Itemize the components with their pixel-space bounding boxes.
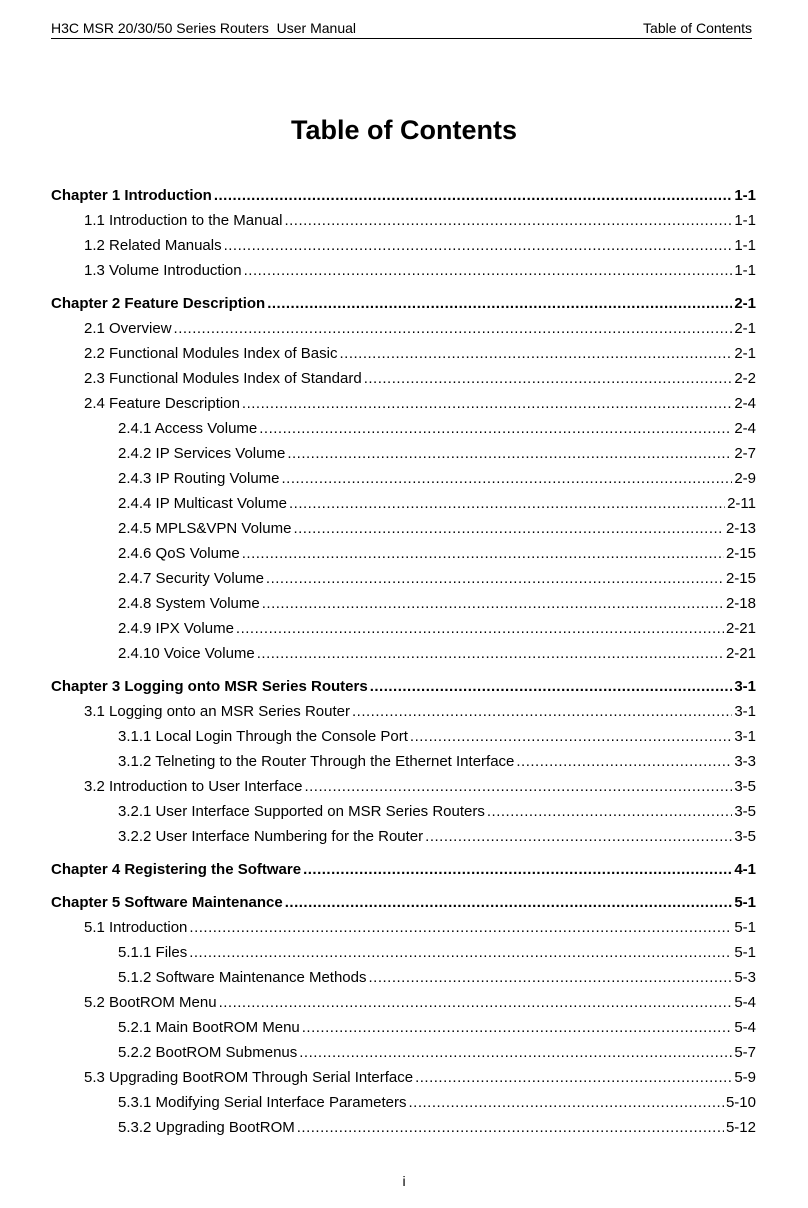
toc-subsection-entry[interactable] — [51, 940, 756, 965]
toc-dot-leader — [410, 724, 732, 749]
toc-section-entry[interactable] — [51, 915, 756, 940]
toc-section-entry[interactable] — [51, 1065, 756, 1090]
toc-dot-leader — [224, 233, 733, 258]
toc-section-entry[interactable] — [51, 208, 756, 233]
toc-page-number: 5-4 — [734, 994, 756, 1011]
toc-entry-title: 5.2.1 Main BootROM Menu — [118, 1019, 300, 1036]
toc-page-number: 3-5 — [734, 803, 756, 820]
toc-page-number: 3-3 — [734, 753, 756, 770]
toc-entry-title: 3.2 Introduction to User Interface — [84, 778, 303, 795]
toc-dot-leader — [304, 774, 732, 799]
toc-page-number: 5-9 — [734, 1069, 756, 1086]
toc-page-number: 2-1 — [734, 295, 756, 312]
toc-chapter-entry[interactable] — [51, 857, 756, 882]
toc-page-number: 2-11 — [727, 495, 756, 512]
page-number: i — [402, 1173, 406, 1189]
toc-page-number: 2-21 — [725, 645, 756, 662]
toc-page-number: 2-9 — [734, 470, 756, 487]
toc-page-number: 2-7 — [734, 445, 756, 462]
toc-entry-title: 2.4.5 MPLS&VPN Volume — [118, 520, 292, 537]
toc-page-number: 5-10 — [725, 1094, 756, 1111]
toc-entry-title: 5.1.1 Files — [118, 944, 188, 961]
toc-page-number: 1-1 — [734, 212, 756, 229]
toc-entry-title: Chapter 1 Introduction — [51, 187, 212, 204]
toc-entry-title: 1.2 Related Manuals — [84, 237, 222, 254]
toc-dot-leader — [303, 857, 732, 882]
toc-page-number: 5-7 — [734, 1044, 756, 1061]
page-footer — [0, 1171, 808, 1191]
toc-dot-leader — [425, 824, 732, 849]
toc-section-entry[interactable] — [51, 316, 756, 341]
toc-page-number: 5-1 — [734, 919, 756, 936]
toc-dot-leader — [408, 1090, 723, 1115]
header-manual-title: H3C MSR 20/30/50 Series Routers User Manual — [51, 20, 357, 36]
toc-chapter-entry[interactable] — [51, 291, 756, 316]
toc-page-number: 5-1 — [734, 944, 756, 961]
toc-entry-title: 2.2 Functional Modules Index of Basic — [84, 345, 338, 362]
toc-page-number: 5-1 — [734, 894, 756, 911]
toc-entry-title: 3.2.1 User Interface Supported on MSR Series Routers — [118, 803, 485, 820]
toc-subsection-entry[interactable] — [51, 824, 756, 849]
toc-dot-leader — [370, 674, 733, 699]
toc-subsection-entry[interactable] — [51, 965, 756, 990]
toc-subsection-entry[interactable] — [51, 1040, 756, 1065]
toc-page-number: 3-5 — [734, 778, 756, 795]
toc-dot-leader — [297, 1115, 724, 1140]
toc-entry-title: 5.1 Introduction — [84, 919, 188, 936]
toc-page-number: 2-15 — [725, 570, 756, 587]
toc-page-number: 2-1 — [734, 345, 756, 362]
toc-page-number: 3-5 — [734, 828, 756, 845]
toc-section-entry[interactable] — [51, 699, 756, 724]
toc-dot-leader — [339, 341, 732, 366]
toc-dot-leader — [282, 466, 733, 491]
toc-entry-title: Chapter 4 Registering the Software — [51, 861, 302, 878]
toc-dot-leader — [302, 1015, 733, 1040]
toc-subsection-entry[interactable] — [51, 641, 756, 666]
toc-dot-leader — [289, 491, 725, 516]
toc-entry-title: 1.3 Volume Introduction — [84, 262, 242, 279]
toc-entry-title: 2.4.8 System Volume — [118, 595, 260, 612]
toc-entry-title: Chapter 2 Feature Description — [51, 295, 266, 312]
toc-page-number: 5-4 — [734, 1019, 756, 1036]
toc-dot-leader — [259, 416, 732, 441]
toc-dot-leader — [236, 616, 724, 641]
toc-entry-title: 2.3 Functional Modules Index of Standard — [84, 370, 362, 387]
toc-subsection-entry[interactable] — [51, 541, 756, 566]
toc-entry-title: 2.4.9 IPX Volume — [118, 620, 234, 637]
toc-entry-title: 3.1 Logging onto an MSR Series Router — [84, 703, 350, 720]
toc-page-number: 3-1 — [734, 678, 756, 695]
toc-subsection-entry[interactable] — [51, 799, 756, 824]
toc-section-entry[interactable] — [51, 341, 756, 366]
toc-dot-leader — [487, 799, 732, 824]
toc-subsection-entry[interactable] — [51, 749, 756, 774]
toc-page-number: 1-1 — [734, 237, 756, 254]
toc-section-entry[interactable] — [51, 258, 756, 283]
toc-dot-leader — [189, 940, 732, 965]
toc-subsection-entry[interactable] — [51, 616, 756, 641]
toc-chapter-entry[interactable] — [51, 890, 756, 915]
toc-subsection-entry[interactable] — [51, 1015, 756, 1040]
toc-page-number: 2-4 — [734, 395, 756, 412]
toc-section-entry[interactable] — [51, 366, 756, 391]
toc-dot-leader — [242, 391, 732, 416]
toc-subsection-entry[interactable] — [51, 466, 756, 491]
toc-page-number: 2-21 — [725, 620, 756, 637]
toc-dot-leader — [287, 441, 732, 466]
toc-dot-leader — [293, 516, 724, 541]
toc-dot-leader — [267, 291, 732, 316]
toc-subsection-entry[interactable] — [51, 491, 756, 516]
toc-dot-leader — [244, 258, 733, 283]
toc-dot-leader — [266, 566, 724, 591]
toc-entry-title: 5.3 Upgrading BootROM Through Serial Interface — [84, 1069, 414, 1086]
toc-subsection-entry[interactable] — [51, 441, 756, 466]
toc-subsection-entry[interactable] — [51, 516, 756, 541]
toc-subsection-entry[interactable] — [51, 416, 756, 441]
toc-entry-title: 5.3.1 Modifying Serial Interface Parameters — [118, 1094, 407, 1111]
toc-subsection-entry[interactable] — [51, 1115, 756, 1140]
toc-entry-title: 3.1.2 Telneting to the Router Through the Ethernet Interface — [118, 753, 515, 770]
toc-entry-title: 5.2.2 BootROM Submenus — [118, 1044, 298, 1061]
toc-dot-leader — [262, 591, 724, 616]
toc-dot-leader — [284, 208, 732, 233]
toc-entry-title: Chapter 5 Software Maintenance — [51, 894, 283, 911]
toc-subsection-entry[interactable] — [51, 591, 756, 616]
toc-entry-title: 2.4.1 Access Volume — [118, 420, 258, 437]
toc-page-number: 2-18 — [725, 595, 756, 612]
toc-subsection-entry[interactable] — [51, 1090, 756, 1115]
toc-entry-title: 5.2 BootROM Menu — [84, 994, 217, 1011]
toc-dot-leader — [364, 366, 733, 391]
toc-entry-title: 2.4.7 Security Volume — [118, 570, 264, 587]
toc-page-number: 5-12 — [725, 1119, 756, 1136]
toc-entry-title: 2.4.4 IP Multicast Volume — [118, 495, 287, 512]
toc-dot-leader — [242, 541, 724, 566]
toc-entry-title: 2.4.10 Voice Volume — [118, 645, 255, 662]
toc-subsection-entry[interactable] — [51, 566, 756, 591]
toc-subsection-entry[interactable] — [51, 724, 756, 749]
toc-dot-leader — [214, 183, 732, 208]
toc-dot-leader — [415, 1065, 732, 1090]
toc-entry-title: 2.4.3 IP Routing Volume — [118, 470, 280, 487]
toc-entry-title: 2.4 Feature Description — [84, 395, 240, 412]
toc-entry-title: 5.3.2 Upgrading BootROM — [118, 1119, 295, 1136]
toc-dot-leader — [516, 749, 732, 774]
toc-entry-title: 2.4.6 QoS Volume — [118, 545, 240, 562]
toc-chapter-entry[interactable] — [51, 183, 756, 208]
toc-section-entry[interactable] — [51, 990, 756, 1015]
header-section-title: Table of Contents — [643, 20, 752, 36]
toc-section-entry[interactable] — [51, 391, 756, 416]
toc-dot-leader — [368, 965, 732, 990]
toc-page-number: 5-3 — [734, 969, 756, 986]
toc-entry-title: 1.1 Introduction to the Manual — [84, 212, 283, 229]
toc-page-number: 3-1 — [734, 703, 756, 720]
toc-page-number: 2-2 — [734, 370, 756, 387]
toc-page-number: 2-1 — [734, 320, 756, 337]
toc-entry-title: 3.2.2 User Interface Numbering for the Router — [118, 828, 424, 845]
toc-dot-leader — [189, 915, 732, 940]
toc-entry-title: 2.4.2 IP Services Volume — [118, 445, 286, 462]
toc-chapter-entry[interactable] — [51, 674, 756, 699]
toc-page-number: 1-1 — [734, 187, 756, 204]
toc-section-entry[interactable] — [51, 774, 756, 799]
toc-page-number: 3-1 — [734, 728, 756, 745]
toc-entry-title: 3.1.1 Local Login Through the Console Port — [118, 728, 408, 745]
page-header — [51, 18, 752, 39]
toc-dot-leader — [299, 1040, 732, 1065]
toc-section-entry[interactable] — [51, 233, 756, 258]
toc-page-number: 2-15 — [725, 545, 756, 562]
toc-entry-title: 5.1.2 Software Maintenance Methods — [118, 969, 367, 986]
toc-page-number: 4-1 — [734, 861, 756, 878]
toc-entry-title: 2.1 Overview — [84, 320, 172, 337]
toc-page-number: 1-1 — [734, 262, 756, 279]
toc-dot-leader — [174, 316, 733, 341]
toc-entry-title: Chapter 3 Logging onto MSR Series Routers — [51, 678, 368, 695]
toc-dot-leader — [219, 990, 733, 1015]
toc-dot-leader — [352, 699, 732, 724]
page-title: Table of Contents — [291, 115, 517, 145]
table-of-contents — [51, 183, 756, 1140]
toc-dot-leader — [285, 890, 733, 915]
toc-page-number: 2-13 — [725, 520, 756, 537]
toc-dot-leader — [257, 641, 724, 666]
toc-page-number: 2-4 — [734, 420, 756, 437]
